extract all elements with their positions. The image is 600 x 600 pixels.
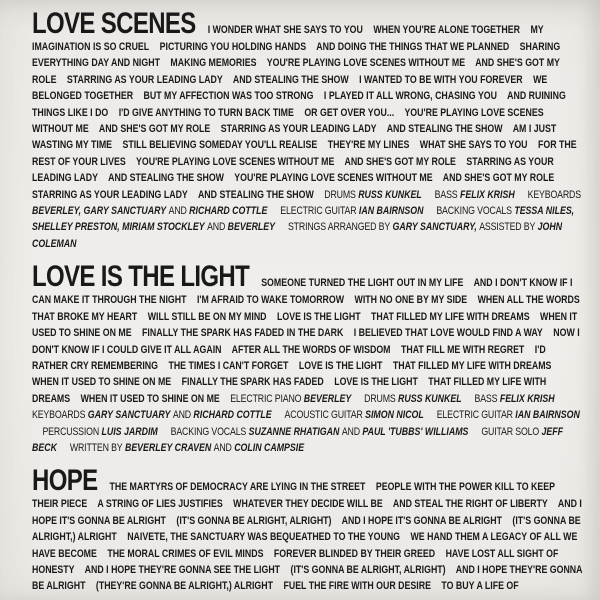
lyric-phrase: (THEY'RE GONNA BE ALRIGHT,) ALRIGHT bbox=[95, 580, 274, 593]
lyric-phrase: STARRING AS YOUR LEADING LADY bbox=[220, 123, 377, 136]
lyric-phrase: PICTURING YOU HOLDING HANDS bbox=[159, 41, 307, 53]
lyric-phrase: THAT FILLED MY LIFE WITH DREAMS bbox=[32, 376, 547, 405]
credit-label: DRUMS bbox=[324, 188, 356, 201]
lyric-phrase: THAT FILL ME WITH REGRET bbox=[400, 343, 525, 356]
lyric-phrase: YOU'RE PLAYING LOVE SCENES WITHOUT ME bbox=[266, 57, 466, 70]
lyric-phrase: FINALLY THE SPARK HAS FADED bbox=[181, 376, 324, 389]
credit-name: BEVERLEY, bbox=[32, 205, 82, 218]
credit-label: GUITAR SOLO bbox=[481, 425, 540, 438]
credit-label: ELECTRIC PIANO bbox=[230, 392, 302, 405]
lyric-phrase: (IT'S GONNA BE ALRIGHT,) ALRIGHT bbox=[32, 514, 581, 544]
credit-name: BEVERLEY bbox=[227, 221, 276, 234]
lyric-phrase: AND SHE'S GOT MY ROLE bbox=[98, 123, 211, 136]
lyric-phrase: THAT FILLED MY LIFE WITH DREAMS bbox=[392, 359, 552, 372]
lyric-phrase: AM I JUST WASTING MY TIME bbox=[32, 123, 557, 152]
credit-label: STRINGS ARRANGED BY bbox=[287, 221, 391, 234]
song-title: HOPE bbox=[32, 464, 98, 498]
lyric-phrase: WHEN IT USED TO SHINE ON ME bbox=[32, 310, 578, 340]
lyric-phrase: STARRING AS YOUR LEADING LADY bbox=[66, 73, 223, 86]
lyric-phrase: AFTER ALL THE WORDS OF WISDOM bbox=[231, 343, 391, 356]
credit-label: AND bbox=[213, 441, 232, 454]
credit-name: JOHN COLEMAN bbox=[32, 221, 563, 250]
credit-name: SIMON NICOL bbox=[365, 409, 424, 422]
credit-label: ELECTRIC GUITAR bbox=[280, 205, 357, 218]
credit-name: TESSA NILES, bbox=[514, 205, 575, 218]
credit-label: AND bbox=[341, 425, 360, 438]
credit-name: MIRIAM STOCKLEY bbox=[122, 221, 205, 234]
lyric-phrase: LOVE IS THE LIGHT bbox=[298, 359, 383, 372]
lyric-phrase: LOVE IS THE LIGHT bbox=[334, 376, 418, 389]
lyric-phrase: STARRING AS YOUR LEADING LADY bbox=[32, 188, 188, 201]
song-section-hope bbox=[32, 466, 582, 594]
lyric-phrase: I WONDER WHAT SHE SAYS TO YOU bbox=[207, 24, 363, 36]
credit-name: RICHARD COTTLE bbox=[189, 205, 268, 218]
lyric-phrase: MAKING MEMORIES bbox=[170, 57, 257, 70]
credit-label: BACKING VOCALS bbox=[436, 205, 512, 218]
lyric-phrase: YOU'RE PLAYING LOVE SCENES WITHOUT ME bbox=[234, 172, 433, 185]
credit-name: SUZANNE RHATIGAN bbox=[248, 425, 340, 438]
lyric-phrase: FINALLY THE SPARK HAS FADED IN THE DARK bbox=[142, 327, 344, 340]
lyric-phrase: STILL BELIEVING SOMEDAY YOU'LL REALISE bbox=[122, 139, 318, 152]
credit-label: WRITTEN BY bbox=[69, 441, 123, 454]
credit-name: BEVERLEY bbox=[303, 392, 352, 405]
lyric-phrase: WHEN ALL THE WORDS THAT BROKE MY HEART bbox=[32, 294, 580, 323]
lyric-phrase: I WANTED TO BE WITH YOU FOREVER bbox=[359, 73, 523, 86]
lyric-phrase: AND SHE'S GOT MY ROLE bbox=[442, 172, 555, 185]
song-title: LOVE IS THE LIGHT bbox=[32, 260, 250, 294]
credit-name: GARY SANCTUARY bbox=[83, 205, 167, 218]
lyric-phrase: I PLAYED IT ALL WRONG, CHASING YOU bbox=[323, 90, 498, 103]
credit-label: ACOUSTIC GUITAR bbox=[284, 409, 363, 422]
credit-name: LUIS JARDIM bbox=[101, 425, 158, 438]
lyric-phrase: FUEL THE FIRE WITH OUR DESIRE bbox=[283, 580, 431, 593]
credit-name: FELIX KRISH bbox=[499, 392, 555, 405]
credit-name: GARY SANCTUARY bbox=[87, 409, 171, 422]
lyric-phrase: WILL STILL BE ON MY MIND bbox=[147, 310, 267, 323]
credit-name: RUSS KUNKEL bbox=[358, 188, 422, 201]
credit-name: RUSS KUNKEL bbox=[398, 392, 462, 405]
lyric-phrase: WHEN YOU'RE ALONE TOGETHER bbox=[373, 24, 520, 36]
lyric-phrase: BUT MY AFFECTION WAS TOO STRONG bbox=[143, 90, 314, 103]
lyric-phrase: AND I HOPE IT'S GONNA BE ALRIGHT bbox=[341, 514, 502, 527]
lyric-phrase: (IT'S GONNA BE ALRIGHT, ALRIGHT) bbox=[176, 514, 332, 527]
lyric-phrase: FOR THE REST OF YOUR LIVES bbox=[32, 139, 577, 168]
credit-label: BACKING VOCALS bbox=[170, 425, 247, 438]
lyric-phrase: PEOPLE WITH THE POWER KILL TO KEEP THEIR PIECE bbox=[32, 481, 555, 511]
song-title: LOVE SCENES bbox=[32, 7, 196, 40]
credit-name: FELIX KRISH bbox=[459, 188, 515, 201]
lyric-phrase: SOMEONE TURNED THE LIGHT OUT IN MY LIFE bbox=[261, 277, 464, 290]
credit-label: DRUMS bbox=[364, 392, 396, 405]
lyric-phrase: I'M AFRAID TO WAKE TOMORROW bbox=[196, 294, 345, 307]
lyric-phrase: WHEN IT USED TO SHINE ON ME bbox=[32, 376, 172, 389]
lyric-phrase: THE MORAL CRIMES OF EVIL MINDS bbox=[107, 547, 264, 560]
lyric-phrase: THE TIMES I CAN'T FORGET bbox=[168, 359, 289, 372]
lyric-phrase: NOW I DON'T KNOW IF I COULD GIVE IT ALL AGAIN bbox=[32, 327, 580, 356]
credit-name: BEVERLEY CRAVEN bbox=[124, 441, 212, 454]
lyric-phrase: AND RUINING THINGS LIKE I DO bbox=[32, 90, 566, 119]
lyric-phrase: I'D RATHER CRY REMEMBERING bbox=[32, 343, 546, 372]
lyric-phrase: WHAT SHE SAYS TO YOU bbox=[419, 139, 528, 152]
song-section-love-scenes bbox=[32, 9, 582, 252]
lyric-phrase: A STRING OF LIES JUSTIFIES bbox=[97, 498, 223, 511]
lyric-phrase: THAT FILLED MY LIFE WITH DREAMS bbox=[371, 310, 530, 323]
credit-name: RICHARD COTTLE bbox=[193, 409, 272, 422]
lyric-phrase: MY IMAGINATION IS SO CRUEL bbox=[32, 24, 544, 53]
credit-label: ELECTRIC GUITAR bbox=[436, 409, 513, 422]
lyric-phrase: WE BELONGED TOGETHER bbox=[32, 73, 548, 103]
lyric-phrase: LOVE IS THE LIGHT bbox=[276, 310, 361, 323]
lyric-phrase: WHEN IT USED TO SHINE ON ME bbox=[80, 392, 220, 405]
credit-name: IAN BAIRNSON bbox=[358, 205, 424, 218]
lyric-phrase: YOU'RE PLAYING LOVE SCENES WITHOUT ME bbox=[32, 106, 544, 136]
lyric-phrase: AND I DON'T KNOW IF I CAN MAKE IT THROUGH THE NIGHT bbox=[32, 277, 573, 307]
credit-label: BASS bbox=[474, 392, 498, 405]
lyric-phrase: AND STEALING THE SHOW bbox=[197, 188, 314, 201]
lyric-phrase: YOU'RE PLAYING LOVE SCENES WITHOUT ME bbox=[136, 155, 335, 168]
lyric-phrase: AND I HOPE IT'S GONNA BE ALRIGHT bbox=[32, 498, 582, 527]
lyric-phrase: AND SHE'S GOT MY ROLE bbox=[344, 155, 456, 168]
credit-label: AND bbox=[168, 205, 187, 218]
credit-name: JEFF BECK bbox=[32, 425, 564, 454]
lyric-phrase: WE HAND THEM A LEGACY OF ALL WE HAVE BECOME bbox=[32, 531, 578, 560]
credit-label: ASSISTED BY bbox=[479, 221, 536, 234]
lyric-phrase: WHATEVER THEY DECIDE WILL BE bbox=[233, 498, 383, 511]
lyric-phrase: SHARING EVERYTHING DAY AND NIGHT bbox=[32, 41, 561, 70]
credit-name: IAN BAIRNSON bbox=[515, 409, 580, 422]
lyric-phrase: TO BUY A LIFE OF bbox=[441, 580, 519, 593]
lyric-phrase: AND STEALING THE SHOW bbox=[386, 123, 503, 136]
lyric-phrase: OR GET OVER YOU... bbox=[304, 106, 395, 119]
lyric-phrase: HAVE LOST ALL SIGHT OF HONESTY bbox=[32, 547, 559, 576]
credit-name: GARY SANCTUARY, bbox=[392, 221, 477, 234]
lyric-phrase: AND STEALING THE SHOW bbox=[232, 73, 349, 86]
lyric-phrase: (IT'S GONNA BE ALRIGHT, ALRIGHT) bbox=[290, 563, 446, 576]
credit-name: PAUL 'TUBBS' WILLIAMS bbox=[362, 425, 469, 438]
credit-label: KEYBOARDS bbox=[527, 188, 581, 201]
lyric-phrase: AND I HOPE THEY'RE GONNA SEE THE LIGHT bbox=[84, 563, 281, 576]
lyric-phrase: I'D GIVE ANYTHING TO TURN BACK TIME bbox=[118, 106, 294, 119]
lyric-phrase: AND SHE'S GOT MY ROLE bbox=[32, 57, 560, 86]
lyric-phrase: I BELIEVED THAT LOVE WOULD FIND A WAY bbox=[353, 327, 543, 340]
lyric-phrase: AND STEAL THE RIGHT OF LIBERTY bbox=[392, 498, 548, 511]
lyric-phrase: THEY'RE MY LINES bbox=[327, 139, 410, 152]
lyric-phrase: AND DOING THE THINGS THAT WE PLANNED bbox=[316, 41, 510, 53]
credit-name: COLIN CAMPSIE bbox=[234, 441, 305, 454]
lyric-phrase: NAIVETE, THE SANCTUARY WAS BEQUEATHED TO THE YOUNG bbox=[127, 531, 401, 544]
lyric-phrase: FOREVER BLINDED BY THEIR GREED bbox=[273, 547, 436, 560]
lyric-phrase: STARRING AS YOUR LEADING LADY bbox=[32, 155, 554, 185]
credit-label: AND bbox=[207, 221, 226, 234]
credit-label: AND bbox=[172, 409, 191, 422]
credit-label: PERCUSSION bbox=[42, 425, 100, 438]
lyric-phrase: WITH NO ONE BY MY SIDE bbox=[354, 294, 468, 307]
lyric-phrase: AND STEALING THE SHOW bbox=[108, 172, 224, 185]
credit-name: SHELLEY PRESTON, bbox=[32, 221, 120, 234]
credit-label: KEYBOARDS bbox=[32, 409, 86, 422]
lyric-phrase: THE MARTYRS OF DEMOCRACY ARE LYING IN THE STREET bbox=[109, 481, 366, 494]
lyric-phrase: AND I HOPE THEY'RE GONNA BE ALRIGHT bbox=[32, 563, 583, 593]
song-section-love-is-the-light bbox=[32, 262, 582, 456]
credit-label: BASS bbox=[434, 188, 458, 201]
